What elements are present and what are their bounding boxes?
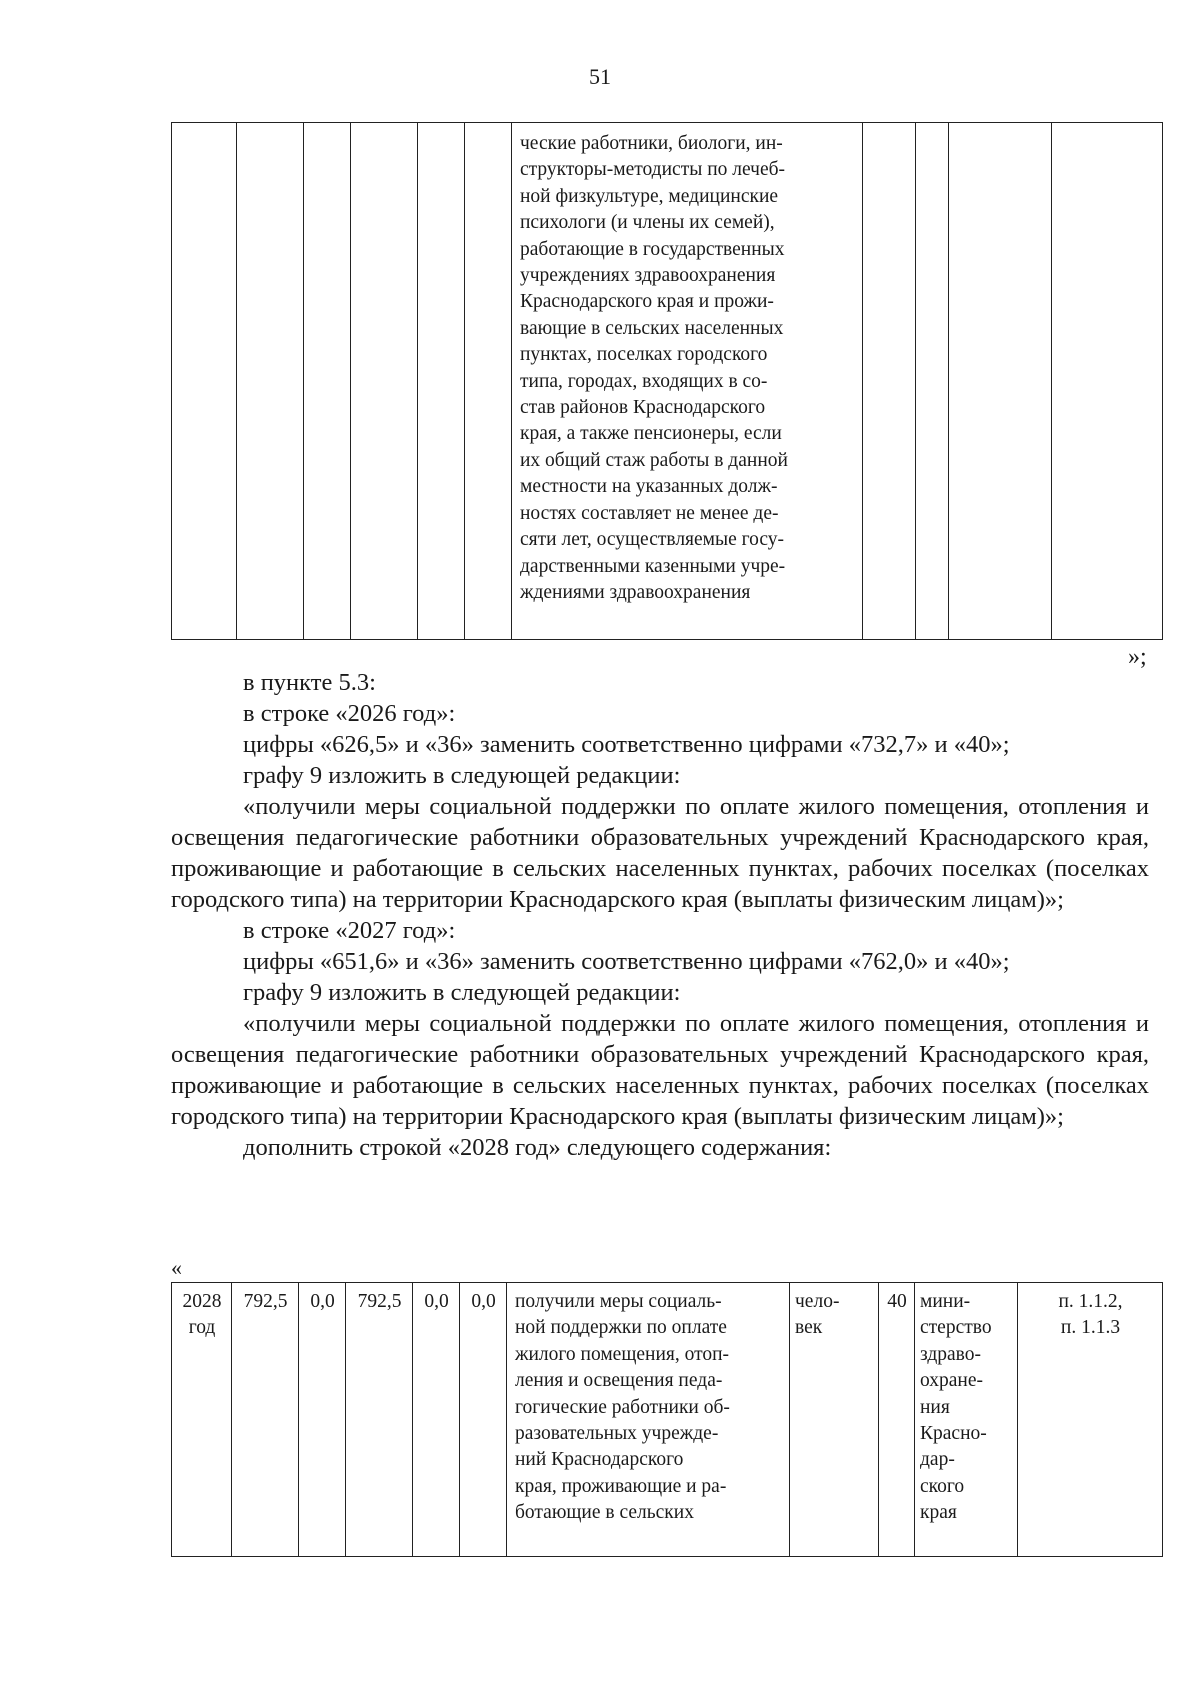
cell-total: 792,5 xyxy=(232,1283,299,1557)
cell-regional: 792,5 xyxy=(346,1283,413,1557)
description-line: сяти лет, осуществляемые госу- xyxy=(520,529,785,551)
description-line: жилого помещения, отоп- xyxy=(515,1343,730,1365)
description-line: работающие в государственных xyxy=(520,238,785,260)
description-line: типа, городах, входящих в со- xyxy=(520,370,768,392)
description-line: ботающие в сельских xyxy=(515,1502,694,1524)
description-line: пунктах, поселках городского xyxy=(520,344,768,366)
description-line: став районов Краснодарского xyxy=(520,397,766,419)
executor-line: края xyxy=(920,1502,957,1524)
executor-line: здраво- xyxy=(920,1343,981,1365)
closing-quote: »; xyxy=(1128,644,1147,670)
cell-unit xyxy=(790,1283,879,1557)
cell-description xyxy=(507,1283,790,1557)
description-line: ностях составляет не менее де- xyxy=(520,502,779,524)
paragraph: в строке «2027 год»: xyxy=(243,917,456,944)
description-line: ждениями здравоохранения xyxy=(520,581,751,603)
opening-quote: « xyxy=(171,1255,182,1280)
paragraph: дополнить строкой «2028 год» следующего содержания: xyxy=(243,1134,832,1161)
paragraph: в строке «2026 год»: xyxy=(243,700,456,727)
paragraph: в пункте 5.3: xyxy=(243,669,376,696)
cell-executor xyxy=(915,1283,1018,1557)
table-row xyxy=(172,1283,1163,1557)
executor-line: стерство xyxy=(920,1317,992,1339)
cell-executor xyxy=(949,123,1052,640)
description-line: ной физкультуре, медицинские xyxy=(520,185,779,207)
cell-local: 0,0 xyxy=(413,1283,460,1557)
description-line: края, а также пенсионеры, если xyxy=(520,423,782,445)
cell-year xyxy=(172,1283,232,1557)
paragraph: «получили меры социальной поддержки по оплате жилого помещения, отопления и освещения педагогические работники образовательных учреждений Краснодарского края, проживающие и работающие в сельских населенных пунктах, рабочих поселках (поселках городского типа) на территории Краснодарского края (выплаты физическим лицам)»; xyxy=(171,793,1149,913)
description-line: местности на указанных долж- xyxy=(520,476,778,498)
cell-reference xyxy=(1018,1283,1163,1557)
executor-line: мини- xyxy=(920,1291,971,1312)
executor-line: ния xyxy=(920,1396,950,1418)
reference-line: п. 1.1.2, xyxy=(1058,1291,1123,1312)
description-line: ческие работники, биологи, ин- xyxy=(520,133,783,154)
cell-unit xyxy=(863,123,916,640)
description-line: вающие в сельских населенных xyxy=(520,317,784,339)
paragraph: графу 9 изложить в следующей редакции: xyxy=(243,979,681,1006)
description-line: ний Краснодарского xyxy=(515,1449,684,1471)
paragraph: «получили меры социальной поддержки по оплате жилого помещения, отопления и освещения педагогические работники образовательных учреждений Краснодарского края, проживающие и работающие в сельских населенных пунктах, рабочих поселках (поселках городского типа) на территории Краснодарского края (выплаты физическим лицам)»; xyxy=(171,1010,1149,1130)
cell-regional xyxy=(351,123,418,640)
cell-description xyxy=(512,123,863,640)
paragraph: графу 9 изложить в следующей редакции: xyxy=(243,762,681,789)
description-line: психологи (и члены их семей), xyxy=(520,212,775,234)
cell-year xyxy=(172,123,237,640)
description-line: ления и освещения педа- xyxy=(515,1370,723,1392)
cell-total xyxy=(237,123,304,640)
cell-reference xyxy=(1052,123,1163,640)
cell-quantity xyxy=(916,123,949,640)
description-line: края, проживающие и ра- xyxy=(515,1475,727,1497)
cell-local xyxy=(418,123,465,640)
year-line: год xyxy=(188,1317,216,1339)
executor-line: охране- xyxy=(920,1370,984,1392)
description-line: получили меры социаль- xyxy=(515,1291,722,1312)
executor-line: ского xyxy=(920,1475,965,1497)
description-line: дарственными казенными учре- xyxy=(520,555,786,577)
description-line: Краснодарского края и прожи- xyxy=(520,291,774,313)
cell-federal xyxy=(304,123,351,640)
page-number: 51 xyxy=(589,64,611,89)
description-line: ной поддержки по оплате xyxy=(515,1317,727,1339)
executor-line: дар- xyxy=(920,1449,955,1471)
table-fragment-top xyxy=(171,122,1163,640)
description-line: учреждениях здравоохранения xyxy=(520,265,776,287)
cell-other xyxy=(465,123,512,640)
reference-line: п. 1.1.3 xyxy=(1060,1317,1121,1339)
executor-line: Красно- xyxy=(920,1423,987,1445)
description-line: гогические работники об- xyxy=(515,1396,730,1418)
table-row xyxy=(172,123,1163,640)
cell-other: 0,0 xyxy=(460,1283,507,1557)
paragraph: цифры «626,5» и «36» заменить соответственно цифрами «732,7» и «40»; xyxy=(243,731,1010,758)
description-line: разовательных учрежде- xyxy=(515,1423,719,1445)
description-line: структоры-методисты по лечеб- xyxy=(520,159,786,181)
cell-quantity: 40 xyxy=(879,1283,915,1557)
body-text xyxy=(171,667,1149,1163)
cell-federal: 0,0 xyxy=(299,1283,346,1557)
table-row-2028 xyxy=(171,1282,1163,1557)
year-line: 2028 xyxy=(182,1291,222,1312)
paragraph: цифры «651,6» и «36» заменить соответственно цифрами «762,0» и «40»; xyxy=(243,948,1010,975)
description-line: их общий стаж работы в данной xyxy=(520,449,788,471)
unit-line: чело- xyxy=(795,1291,840,1312)
unit-line: век xyxy=(795,1317,823,1339)
